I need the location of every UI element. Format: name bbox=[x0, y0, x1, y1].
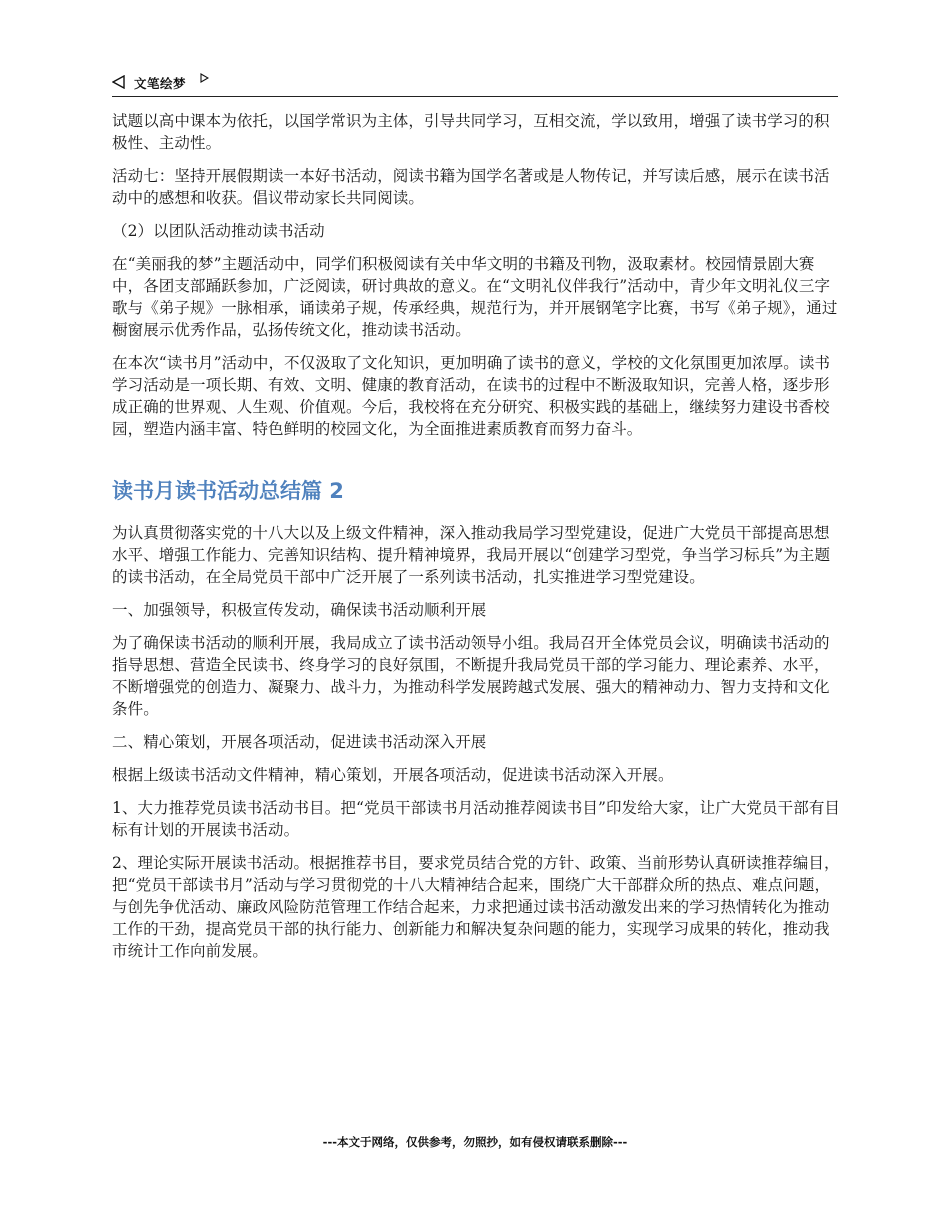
document-body bbox=[112, 110, 842, 973]
paragraph: 一、加强领导，积极宣传发动，确保读书活动顺利开展 bbox=[112, 601, 487, 619]
section-heading: 读书月读书活动总结篇 2 bbox=[112, 479, 344, 503]
paragraph: 活动七：坚持开展假期读一本好书活动，阅读书籍为国学名著或是人物传记，并写读后感，展示在读书活动中的感想和收获。倡议带动家长共同阅读。 bbox=[112, 167, 830, 207]
paragraph: 为了确保读书活动的顺利开展，我局成立了读书活动领导小组。我局召开全体党员会议，明确读书活动的指导思想、营造全民读书、终身学习的良好氛围，不断提升我局党员干部的学习能力、理论素养、水平，不断增强党的创造力、凝聚力、战斗力，为推动科学发展跨越式发展、强大的精神动力、智力支持和文化条件。 bbox=[112, 634, 830, 718]
paragraph: 在本次“读书月”活动中，不仅汲取了文化知识，更加明确了读书的意义，学校的文化氛围更加浓厚。读书学习活动是一项长期、有效、文明、健康的教育活动，在读书的过程中不断汲取知识，完善人格，逐步形成正确的世界观、人生观、价值观。今后，我校将在充分研究、积极实践的基础上，继续努力建设书香校园，塑造内涵丰富、特色鲜明的校园文化，为全面推进素质教育而努力奋斗。 bbox=[112, 354, 831, 438]
paragraph: 根据上级读书活动文件精神，精心策划，开展各项活动，促进读书活动深入开展。 bbox=[112, 766, 674, 784]
paragraph: 在“美丽我的梦”主题活动中，同学们积极阅读有关中华文明的书籍及刊物，汲取素材。校园情景剧大赛中，各团支部踊跃参加，广泛阅读，研讨典故的意义。在“文明礼仪伴我行”活动中，青少年文明礼仪三字歌与《弟子规》一脉相承，诵读弟子规，传承经典，规范行为，并开展钢笔字比赛，书写《弟子规》，通过橱窗展示优秀作品，弘扬传统文化，推动读书活动。 bbox=[112, 255, 838, 339]
header-brand: 文笔绘梦 bbox=[134, 76, 187, 91]
triangle-left-icon bbox=[112, 75, 125, 89]
page-footer: ---本文于网络，仅供参考，勿照抄，如有侵权请联系删除--- bbox=[322, 1135, 628, 1149]
page-header bbox=[112, 70, 838, 97]
paragraph: 二、精心策划，开展各项活动，促进读书活动深入开展 bbox=[112, 733, 487, 751]
paragraph: 为认真贯彻落实党的十八大以及上级文件精神，深入推动我局学习型党建设，促进广大党员干部提高思想水平、增强工作能力、完善知识结构、提升精神境界，我局开展以“创建学习型党，争当学习标兵”为主题的读书活动，在全局党员干部中广泛开展了一系列读书活动，扎实推进学习型党建设。 bbox=[112, 524, 831, 586]
paragraph: （2）以团队活动推动读书活动 bbox=[112, 222, 325, 240]
paragraph: 1、大力推荐党员读书活动书目。把“党员干部读书月活动推荐阅读书目”印发给大家，让广大党员干部有目标有计划的开展读书活动。 bbox=[112, 799, 841, 839]
paragraph: 2、理论实际开展读书活动。根据推荐书目，要求党员结合党的方针、政策、当前形势认真研读推荐编目，把“党员干部读书月”活动与学习贯彻党的十八大精神结合起来，围绕广大干部群众所的热点、难点问题，与创先争优活动、廉政风险防范管理工作结合起来，力求把通过读书活动激发出来的学习热情转化为推动工作的干劲，提高党员干部的执行能力、创新能力和解决复杂问题的能力，实现学习成果的转化，推动我市统计工作向前发展。 bbox=[112, 854, 840, 960]
paragraph: 试题以高中课本为依托，以国学常识为主体，引导共同学习，互相交流，学以致用，增强了读书学习的积极性、主动性。 bbox=[112, 112, 830, 152]
triangle-right-icon bbox=[200, 73, 209, 83]
